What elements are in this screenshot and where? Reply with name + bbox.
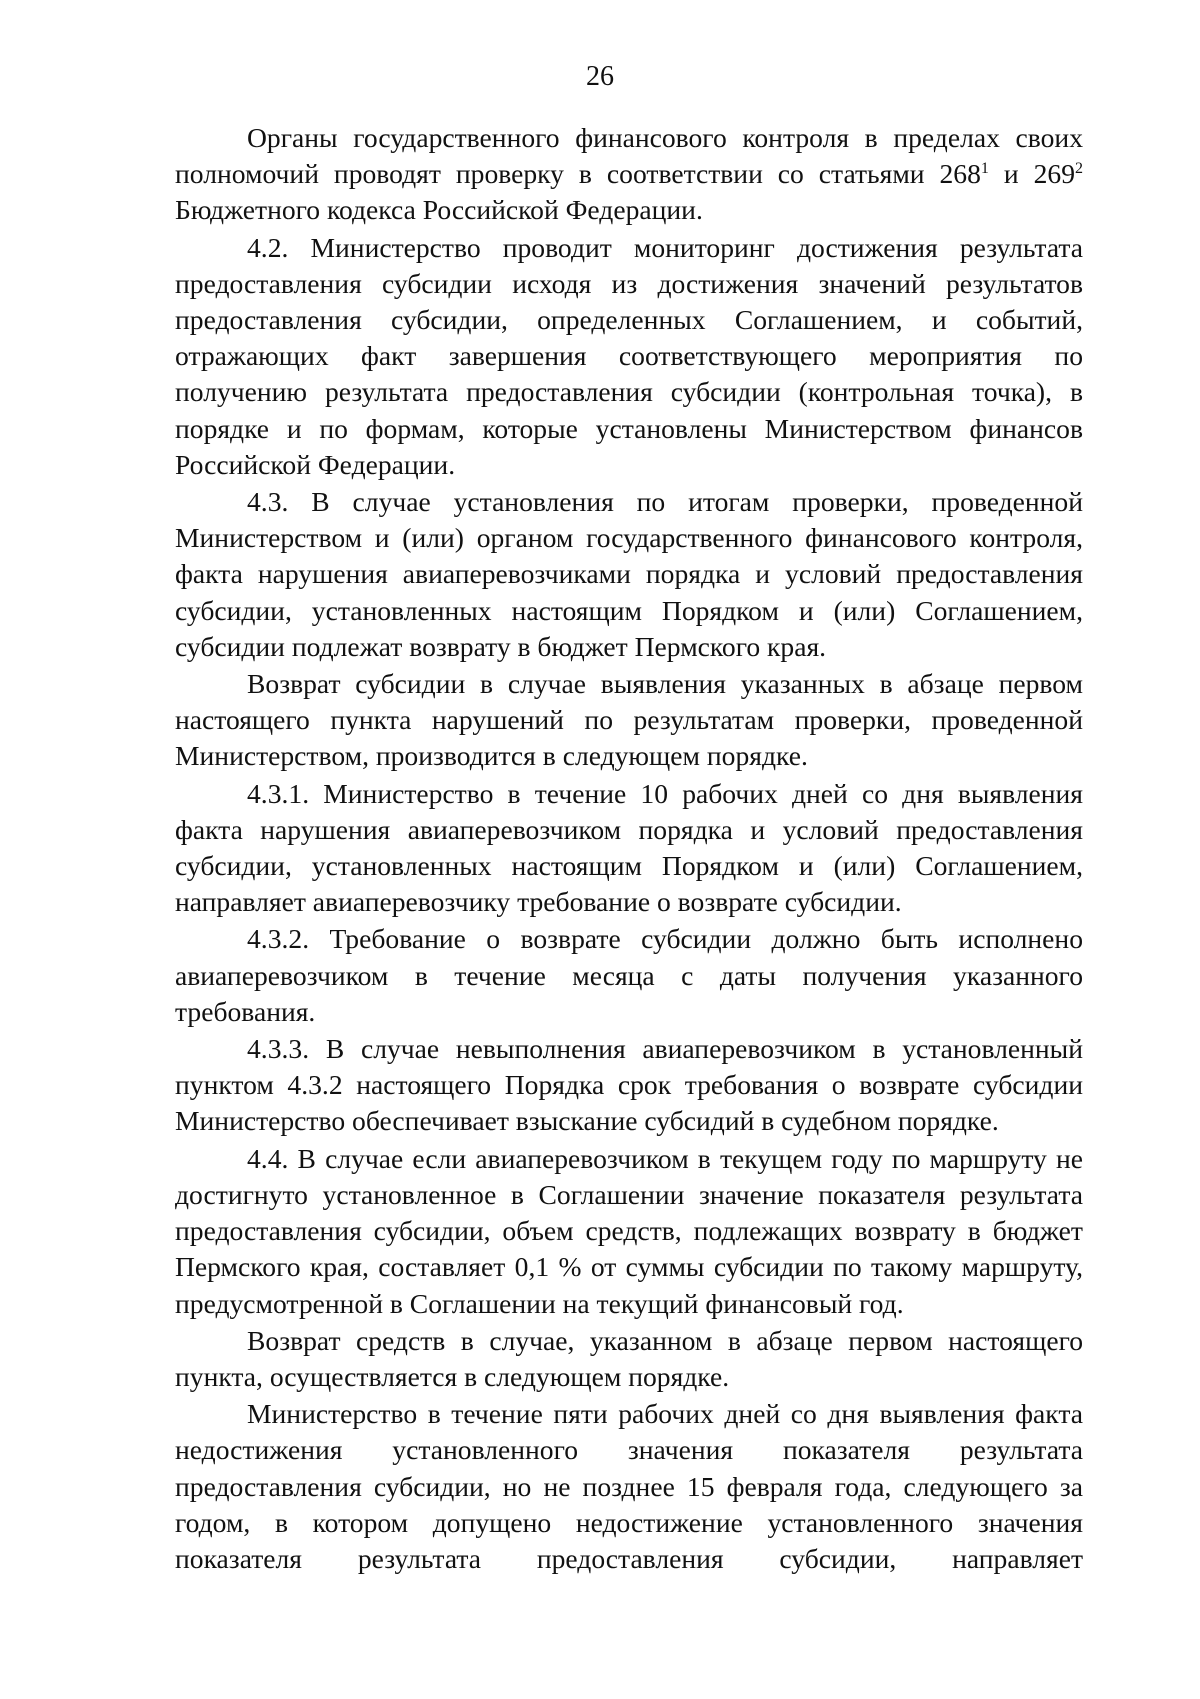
document-body <box>175 120 1083 1577</box>
paragraph-ministry-deadline: Министерство в течение пяти рабочих дней со дня выявления факта недостижения установленного значения показателя результата предоставления субсидии, но не позднее 15 февраля года, следующего за годом, в котором допущено недостижение установленного значения показателя результата предоставления субсидии, направляет <box>175 1398 1083 1574</box>
footnote-superscript: 1 <box>980 160 989 178</box>
paragraph-text: и 269 <box>988 158 1075 190</box>
paragraph-4-3: 4.3. В случае установления по итогам проверки, проведенной Министерством и (или) органом государственного финансового контроля, факта нарушения авиаперевозчиками порядка и условий предоставления субсидии, установленных настоящим Порядком и (или) Соглашением, субсидии подлежат возврату в бюджет Пермского края. <box>175 486 1083 662</box>
paragraph-4-3-3: 4.3.3. В случае невыполнения авиаперевозчиком в установленный пунктом 4.3.2 настоящего Порядка срок требования о возврате субсидии Министерство обеспечивает взыскание субсидий в судебном порядке. <box>175 1033 1083 1137</box>
page-number: 26 <box>586 61 614 92</box>
paragraph-4-3-2: 4.3.2. Требование о возврате субсидии должно быть исполнено авиаперевозчиком в течение месяца с даты получения указанного требования. <box>175 923 1083 1027</box>
paragraph-financial-control <box>175 120 1083 229</box>
footnote-superscript: 2 <box>1075 160 1083 178</box>
paragraph-4-2: 4.2. Министерство проводит мониторинг достижения результата предоставления субсидии исходя из достижения значений результатов предоставления субсидии, определенных Соглашением, и событий, отражающих факт завершения соответствующего мероприятия по получению результата предоставления субсидии (контрольная точка), в порядке и по формам, которые установлены Министерством финансов Российской Федерации. <box>175 231 1083 480</box>
paragraph-4-3-1: 4.3.1. Министерство в течение 10 рабочих дней со дня выявления факта нарушения авиаперевозчиком порядка и условий предоставления субсидии, установленных настоящим Порядком и (или) Соглашением, направляет авиаперевозчику требование о возврате субсидии. <box>175 777 1083 918</box>
paragraph-text: Бюджетного кодекса Российской Федерации. <box>175 194 703 226</box>
paragraph-funds-return: Возврат средств в случае, указанном в абзаце первом настоящего пункта, осуществляется в следующем порядке. <box>175 1324 1083 1392</box>
paragraph-4-4: 4.4. В случае если авиаперевозчиком в текущем году по маршруту не достигнуто установленное в Соглашении значение показателя результата предоставления субсидии, объем средств, подлежащих возврату в бюджет Пермского края, составляет 0,1 % от суммы субсидии по такому маршруту, предусмотренной в Соглашении на текущий финансовый год. <box>175 1142 1083 1319</box>
paragraph-return-order: Возврат субсидии в случае выявления указанных в абзаце первом настоящего пункта нарушений по результатам проверки, проведенной Министерством, производится в следующем порядке. <box>175 668 1083 772</box>
paragraph-text: Органы государственного финансового контроля в пределах своих полномочий проводят проверку в соответствии со статьями 268 <box>175 122 1083 190</box>
